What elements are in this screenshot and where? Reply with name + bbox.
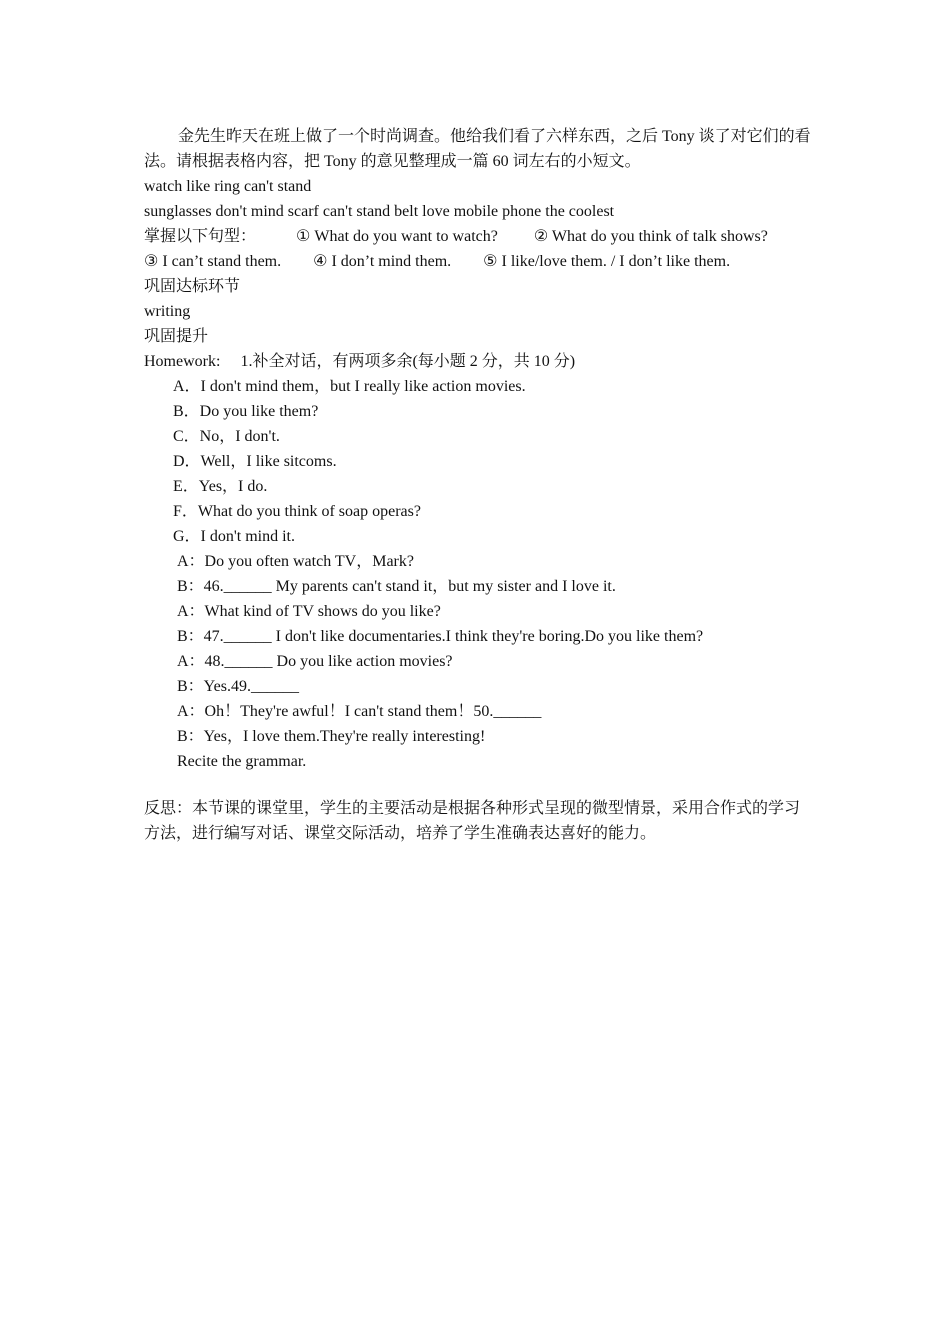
sentence-patterns-row-1 (144, 224, 812, 249)
pattern-3: ③ I can’t stand them. (144, 253, 282, 270)
paragraph-gap (144, 774, 812, 796)
pattern-1: ① What do you want to watch? (296, 228, 498, 245)
section-consolidate-heading: 巩固达标环节 (144, 278, 241, 295)
option-f: F．What do you think of soap operas? (173, 503, 421, 520)
pattern-4: ④ I don’t mind them. (313, 253, 452, 270)
writing-label: writing (144, 303, 191, 320)
option-c: C．No，I don't. (173, 428, 280, 445)
dialogue-line-7: A：Oh！They're awful！I can't stand them！50.______ (177, 703, 542, 720)
writing-task-intro: 金先生昨天在班上做了一个时尚调查。他给我们看了六样东西，之后 Tony 谈了对它们的看法。请根据表格内容，把 Tony 的意见整理成一篇 60 词左右的小短文。 (144, 128, 811, 170)
dialogue-line-4: B：47.______ I don't like documentaries.I think they're boring.Do you like them? (177, 628, 704, 645)
homework-label: Homework: (144, 353, 221, 370)
option-a: A．I don't mind them，but I really like action movies. (173, 378, 526, 395)
recite-instruction: Recite the grammar. (177, 753, 307, 770)
document-body (144, 124, 812, 846)
dialogue-line-6: B：Yes.49.______ (177, 678, 299, 695)
dialogue-line-3: A：What kind of TV shows do you like? (177, 603, 441, 620)
homework-line (144, 349, 812, 374)
option-b: B．Do you like them? (173, 403, 319, 420)
reflection-paragraph: 反思：本节课的课堂里，学生的主要活动是根据各种形式呈现的微型情景，采用合作式的学习方法，进行编写对话、课堂交际活动，培养了学生准确表达喜好的能力。 (144, 800, 801, 842)
table-row-2: sunglasses don't mind scarf can't stand belt love mobile phone the coolest (144, 203, 615, 220)
option-d: D．Well，I like sitcoms. (173, 453, 337, 470)
pattern-5: ⑤ I like/love them. / I don’t like them. (483, 253, 731, 270)
section-improve-heading: 巩固提升 (144, 328, 209, 345)
dialogue-line-8: B：Yes，I love them.They're really interesting! (177, 728, 486, 745)
sentence-patterns-row-2 (144, 249, 812, 274)
homework-task: 1.补全对话，有两项多余(每小题 2 分，共 10 分) (240, 353, 576, 370)
table-row-1: watch like ring can't stand (144, 178, 312, 195)
dialogue-line-1: A：Do you often watch TV，Mark? (177, 553, 414, 570)
option-e: E．Yes，I do. (173, 478, 268, 495)
pattern-2: ② What do you think of talk shows? (533, 228, 768, 245)
dialogue-line-5: A：48.______ Do you like action movies? (177, 653, 453, 670)
option-g: G．I don't mind it. (173, 528, 295, 545)
patterns-label: 掌握以下句型： (144, 228, 257, 245)
dialogue-line-2: B：46.______ My parents can't stand it，but my sister and I love it. (177, 578, 616, 595)
